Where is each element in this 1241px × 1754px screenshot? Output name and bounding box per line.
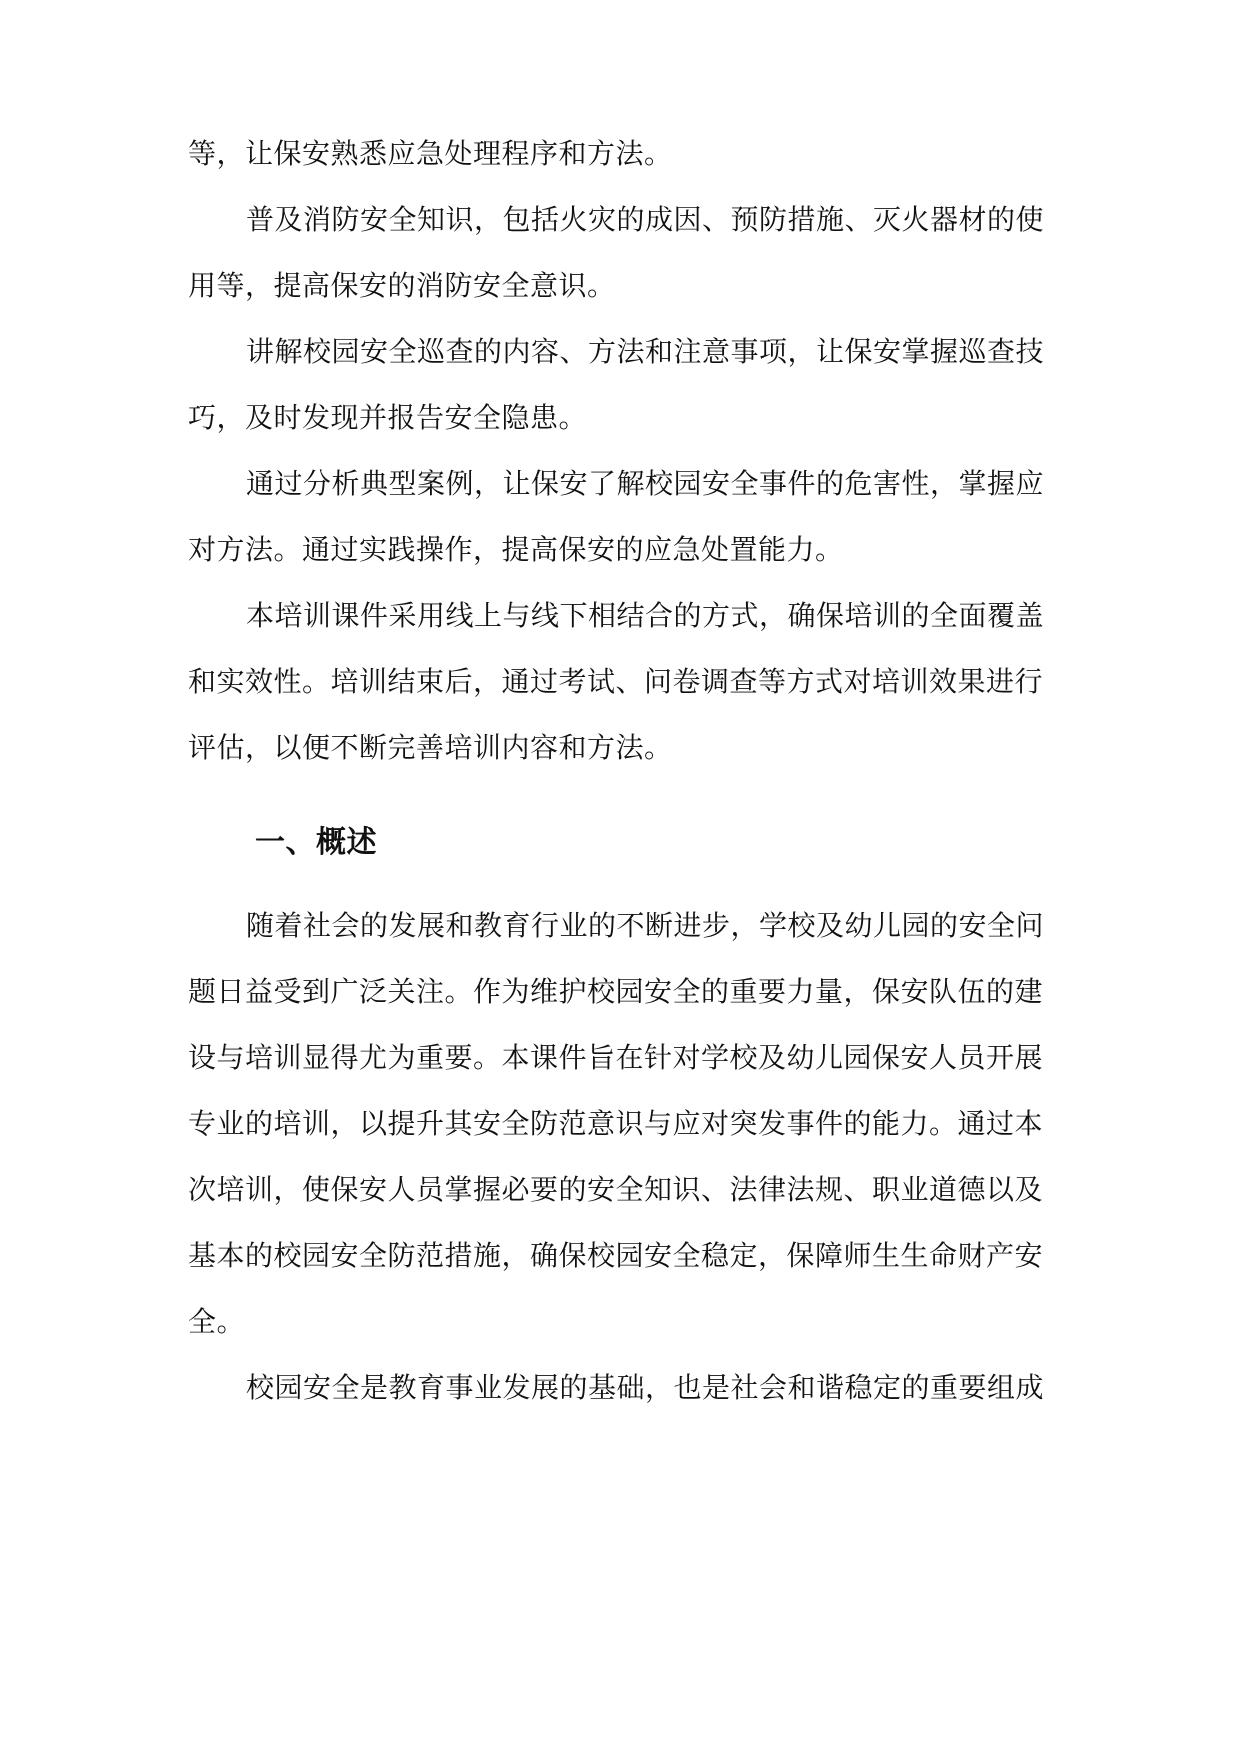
paragraph-line: 通过分析典型案例，让保安了解校园安全事件的危害性，掌握应	[246, 467, 1045, 500]
paragraph-line: 等，让保安熟悉应急处理程序和方法。	[188, 137, 673, 170]
paragraph-line: 巧，及时发现并报告安全隐患。	[188, 401, 588, 434]
paragraph-line: 普及消防安全知识，包括火灾的成因、预防措施、灭火器材的使	[246, 203, 1045, 236]
paragraph-line: 随着社会的发展和教育行业的不断进步，学校及幼儿园的安全问	[246, 909, 1045, 942]
paragraph-line: 题日益受到广泛关注。作为维护校园安全的重要力量，保安队伍的建	[188, 975, 1044, 1008]
section-heading: 一、概述	[255, 825, 377, 860]
paragraph-line: 全。	[188, 1305, 246, 1338]
paragraph-line: 用等，提高保安的消防安全意识。	[188, 269, 616, 302]
paragraph-line: 次培训，使保安人员掌握必要的安全知识、法律法规、职业道德以及	[188, 1173, 1044, 1206]
paragraph-line: 设与培训显得尤为重要。本课件旨在针对学校及幼儿园保安人员开展	[188, 1041, 1044, 1074]
paragraph-line: 讲解校园安全巡查的内容、方法和注意事项，让保安掌握巡查技	[246, 335, 1045, 368]
paragraph-line: 专业的培训，以提升其安全防范意识与应对突发事件的能力。通过本	[188, 1107, 1044, 1140]
paragraph-line: 本培训课件采用线上与线下相结合的方式，确保培训的全面覆盖	[246, 599, 1045, 632]
paragraph-line: 评估，以便不断完善培训内容和方法。	[188, 731, 673, 764]
paragraph-line: 和实效性。培训结束后，通过考试、问卷调查等方式对培训效果进行	[188, 665, 1044, 698]
paragraph-line: 对方法。通过实践操作，提高保安的应急处置能力。	[188, 533, 844, 566]
paragraph-line: 校园安全是教育事业发展的基础，也是社会和谐稳定的重要组成	[246, 1371, 1045, 1404]
paragraph-line: 基本的校园安全防范措施，确保校园安全稳定，保障师生生命财产安	[188, 1239, 1044, 1272]
